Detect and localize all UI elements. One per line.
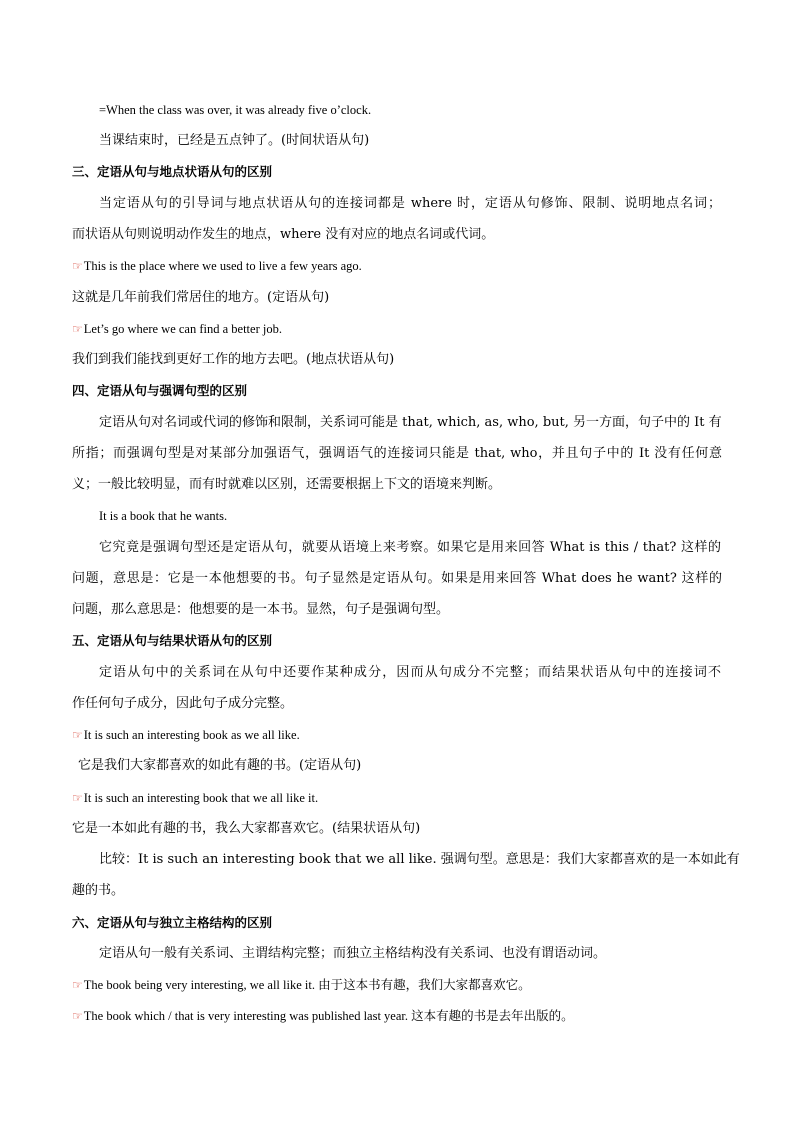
text-line: 义；一般比较明显，而有时就难以区别，还需要根据上下文的语境来判断。 xyxy=(72,477,502,492)
example-line xyxy=(72,319,732,339)
example-text: It is such an interesting book that we all like it. xyxy=(83,791,319,805)
text-line: 比较：It is such an interesting book that we all like. 强调句型。意思是：我们大家都喜欢的是一本如此有 xyxy=(99,852,740,867)
example-line xyxy=(72,975,732,995)
example-text: Let’s go where we can find a better job. xyxy=(83,322,282,336)
text-line: 趣的书。 xyxy=(72,883,125,898)
section-heading: 五、定语从句与结果状语从句的区别 xyxy=(72,633,273,648)
text-line: 问题，意思是：它是一本他想要的书。句子显然是定语从句。如果是用来回答 What does he want? 这样的 xyxy=(72,571,722,586)
text-line: =When the class was over, it was already five o’clock. xyxy=(99,103,372,117)
text-line: It is a book that he wants. xyxy=(99,509,228,523)
pointing-hand-icon: ☞ xyxy=(72,791,83,805)
example-text: It is such an interesting book as we all like. xyxy=(83,728,300,742)
example-text: The book which / that is very interesting was published last year. 这本有趣的书是去年出版的。 xyxy=(83,1009,574,1023)
section-heading: 四、定语从句与强调句型的区别 xyxy=(72,383,248,398)
pointing-hand-icon: ☞ xyxy=(72,259,83,273)
text-line: 当课结束时，已经是五点钟了。(时间状语从句) xyxy=(99,133,370,148)
example-text: This is the place where we used to live a few years ago. xyxy=(83,259,362,273)
section-heading: 三、定语从句与地点状语从句的区别 xyxy=(72,164,273,179)
example-text: The book being very interesting, we all like it. 由于这本书有趣，我们大家都喜欢它。 xyxy=(83,978,531,992)
pointing-hand-icon: ☞ xyxy=(72,978,83,992)
text-line: 而状语从句则说明动作发生的地点，where 没有对应的地点名词或代词。 xyxy=(72,227,495,242)
text-line: 定语从句对名词或代词的修饰和限制，关系词可能是 that, which, as, who, but, 另一方面，句子中的 It 有 xyxy=(99,415,722,430)
example-line xyxy=(72,256,732,276)
example-line xyxy=(72,1006,732,1026)
text-line: 当定语从句的引导词与地点状语从句的连接词都是 where 时，定语从句修饰、限制、说明地点名词； xyxy=(99,196,721,211)
text-line: 它究竟是强调句型还是定语从句，就要从语境上来考察。如果它是用来回答 What is this / that? 这样的 xyxy=(99,540,721,555)
text-line: 我们到我们能找到更好工作的地方去吧。(地点状语从句) xyxy=(72,352,395,367)
text-line: 作任何句子成分，因此句子成分完整。 xyxy=(72,696,294,711)
pointing-hand-icon: ☞ xyxy=(72,728,83,742)
pointing-hand-icon: ☞ xyxy=(72,322,83,336)
text-line: 定语从句一般有关系词、主谓结构完整；而独立主格结构没有关系词、也没有谓语动词。 xyxy=(99,946,607,961)
example-line xyxy=(72,788,732,808)
text-line: 问题，那么意思是：他想要的是一本书。显然，句子是强调句型。 xyxy=(72,602,450,617)
text-line: 它是我们大家都喜欢的如此有趣的书。(定语从句) xyxy=(78,758,362,773)
pointing-hand-icon: ☞ xyxy=(72,1009,83,1023)
text-line: 这就是几年前我们常居住的地方。(定语从句) xyxy=(72,290,330,305)
example-line xyxy=(72,725,732,745)
text-line: 它是一本如此有趣的书，我么大家都喜欢它。(结果状语从句) xyxy=(72,821,421,836)
section-heading: 六、定语从句与独立主格结构的区别 xyxy=(72,915,273,930)
text-line: 定语从句中的关系词在从句中还要作某种成分，因而从句成分不完整；而结果状语从句中的连接词不 xyxy=(99,665,721,680)
text-line: 所指；而强调句型是对某部分加强语气，强调语气的连接词只能是 that, who，并且句子中的 It 没有任何意 xyxy=(72,446,722,461)
